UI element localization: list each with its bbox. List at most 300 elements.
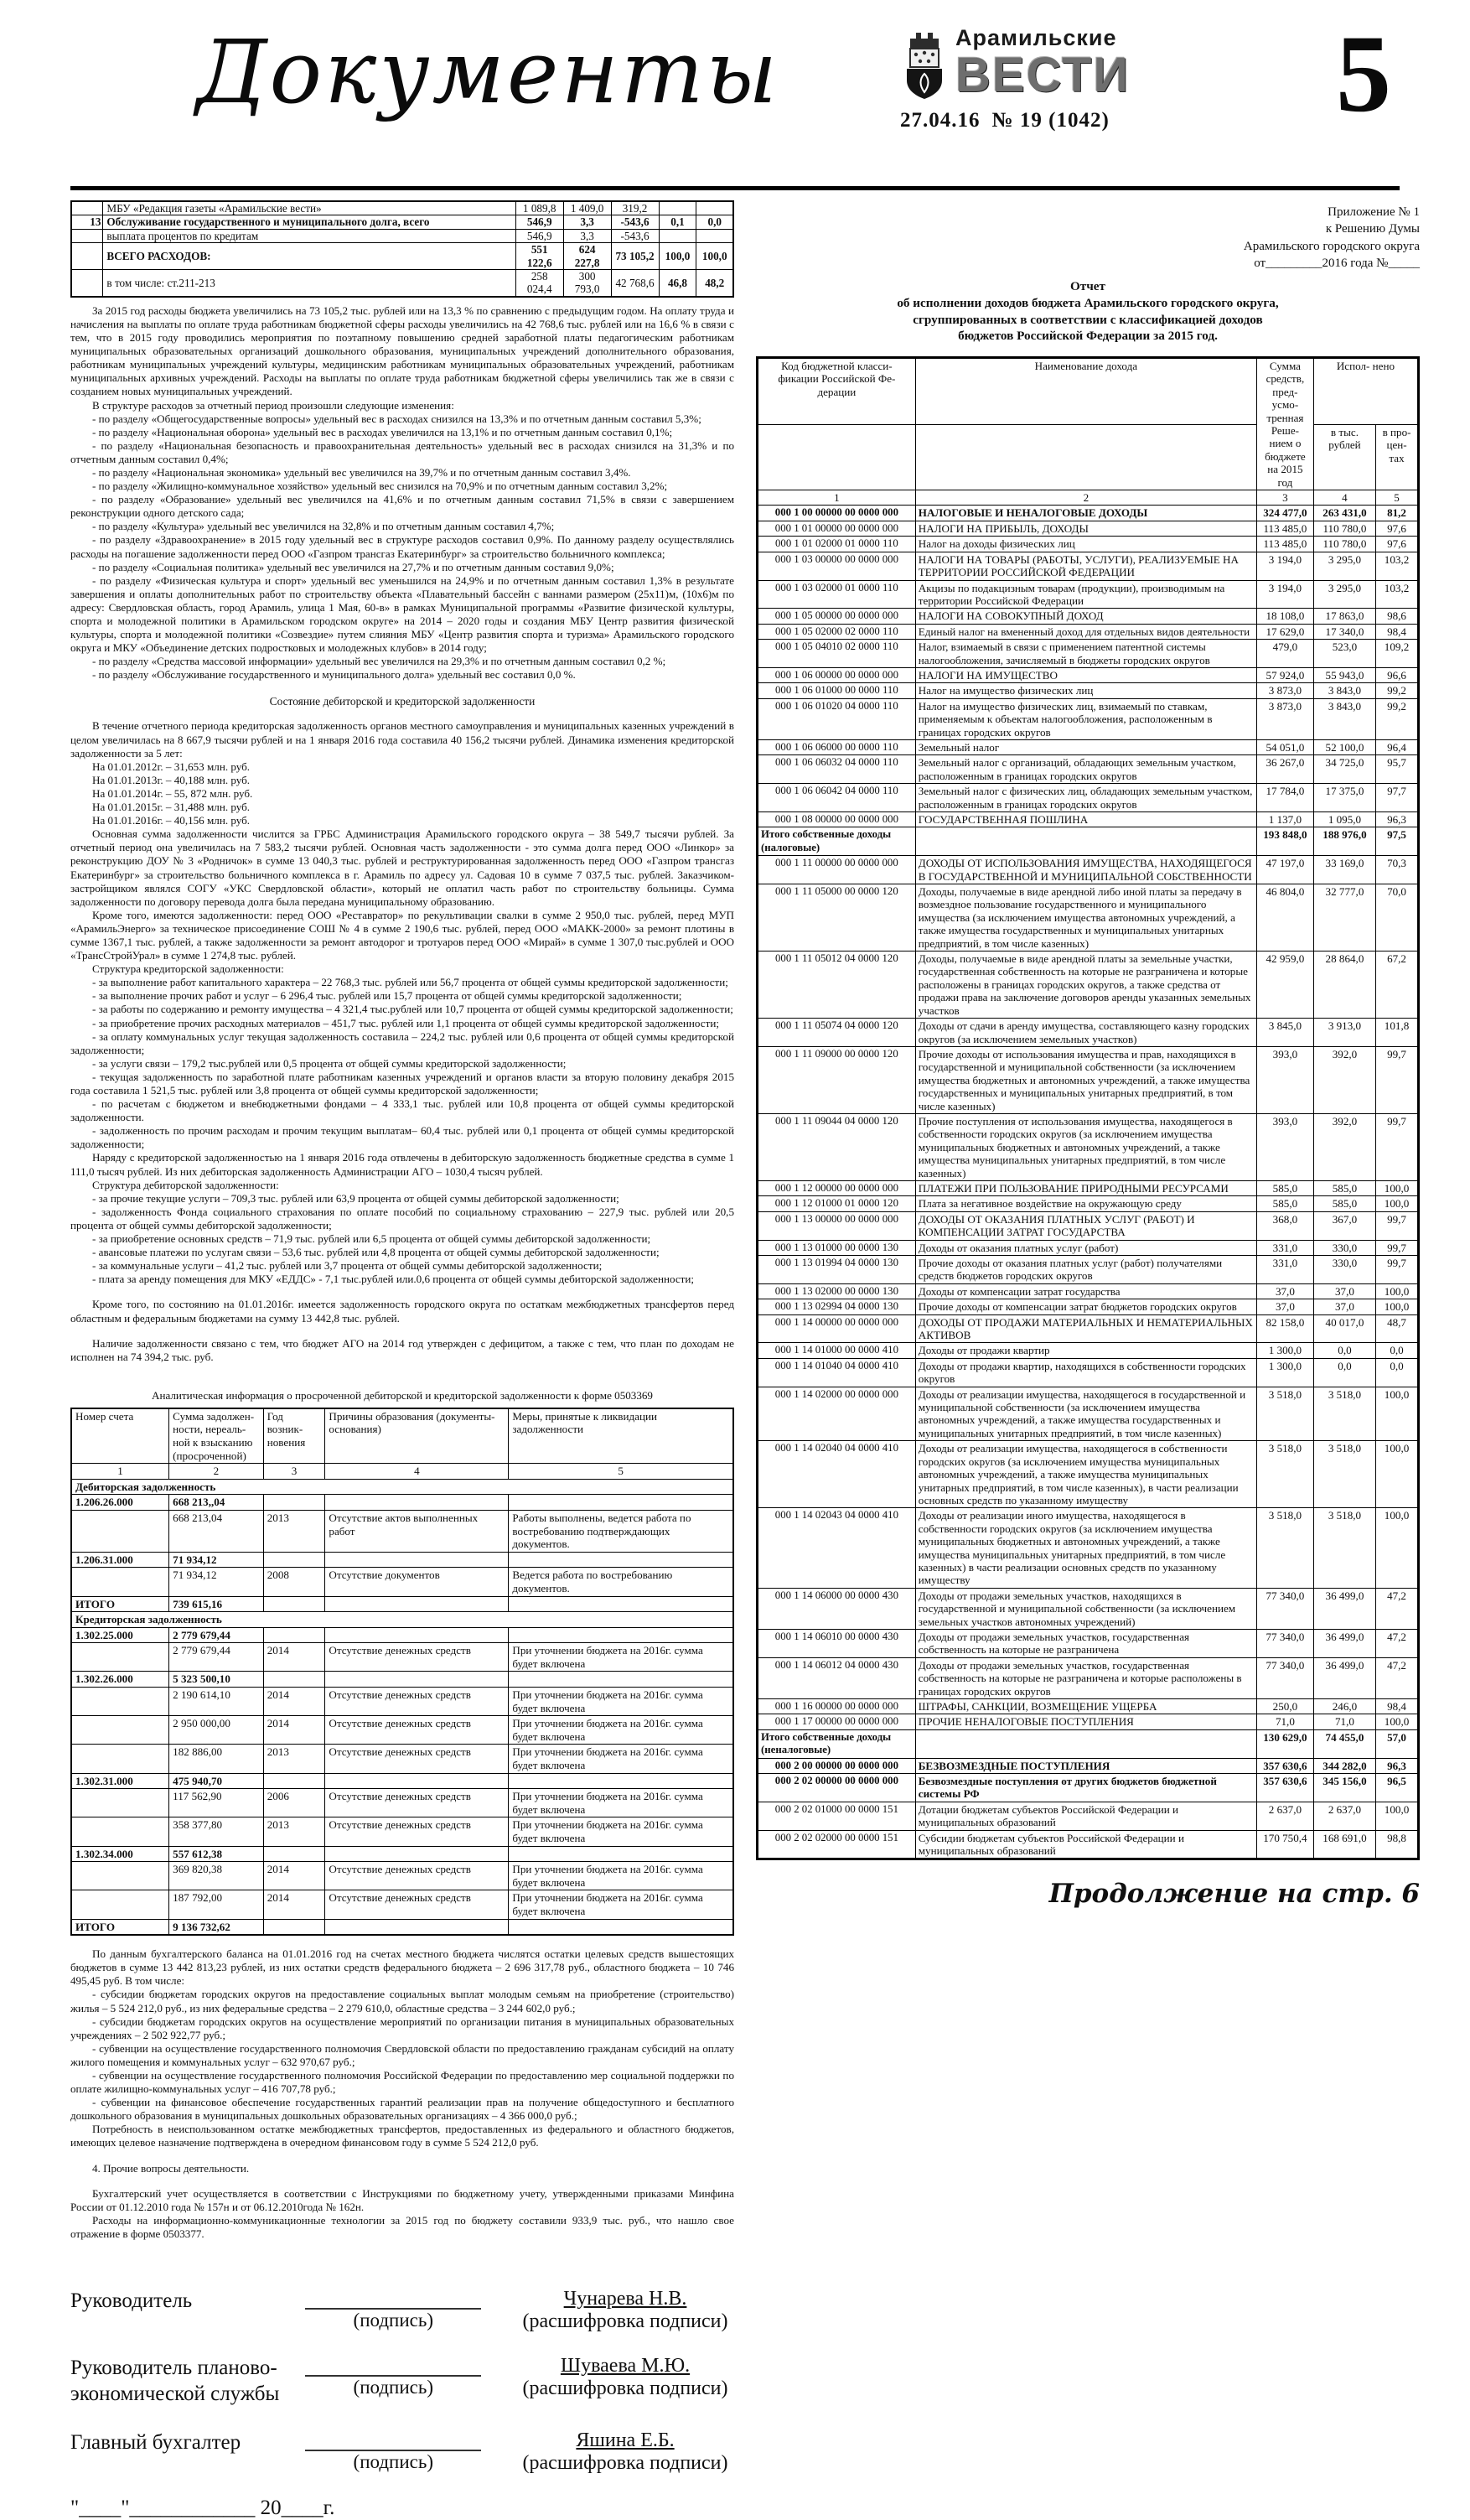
income-code: 000 1 16 00000 00 0000 000 <box>758 1699 916 1714</box>
debt-measures: Работы выполнены, ведется работа по востребованию подтверждающих документов. <box>509 1510 733 1552</box>
income-code: 000 1 14 02040 04 0000 410 <box>758 1441 916 1508</box>
income-fact: 188 976,0 <box>1313 827 1375 856</box>
paragraph: - субвенции на финансовое обеспечение государственных гарантий реализации прав на получение общедоступного и бесплатного дошкольного образования в муниципальных дошкольных образовательных организациях – 4 366 000,0 руб.; <box>70 2096 734 2123</box>
income-fact: 2 637,0 <box>1313 1802 1375 1830</box>
debt-reason <box>325 1773 509 1789</box>
income-name: ДОХОДЫ ОТ ПРОДАЖИ МАТЕРИАЛЬНЫХ И НЕМАТЕРИАЛЬНЫХ АКТИВОВ <box>915 1314 1256 1343</box>
paragraph: - по разделу «Жилищно-коммунальное хозяйство» удельный вес снизился на 70,9% и по отчетным данным составил 3,2%; <box>92 480 668 493</box>
income-name: Доходы от компенсации затрат государства <box>915 1283 1256 1299</box>
income-code: 000 1 14 06000 00 0000 430 <box>758 1588 916 1629</box>
income-name: ШТРАФЫ, САНКЦИИ, ВОЗМЕЩЕНИЕ УЩЕРБА <box>915 1699 1256 1714</box>
debt-sum: 9 136 732,62 <box>169 1919 264 1935</box>
annex-line: к Решению Думы <box>1325 222 1420 236</box>
income-name: НАЛОГИ НА СОВОКУПНЫЙ ДОХОД <box>915 609 1256 624</box>
left-column <box>70 200 734 2520</box>
income-code: 000 1 14 00000 00 0000 000 <box>758 1314 916 1343</box>
expenses-cell: -543,6 <box>611 229 659 242</box>
paragraph: На 01.01.2014г. – 55, 872 млн. руб. <box>92 786 253 800</box>
income-row <box>758 739 1419 754</box>
expenses-cell: 300 793,0 <box>563 270 611 297</box>
income-plan: 3 873,0 <box>1256 698 1313 739</box>
income-fact: 34 725,0 <box>1313 755 1375 784</box>
income-fact: 74 455,0 <box>1313 1729 1375 1758</box>
page-number: 5 <box>1336 12 1391 135</box>
income-fact: 330,0 <box>1313 1240 1375 1255</box>
paragraph: В течение отчетного периода кредиторская задолженность органов местного самоуправления и муниципальных казенных учреждений в целом увеличилась на 8 667,9 тысячи рублей и на 1 января 2016 года составила 40 156,2 тысячи рублей. Динамика изменения кредиторской задолженности за 5 лет: <box>70 719 734 760</box>
income-name: Прочие доходы от оказания платных услуг (работ) получателями средств бюджетов городских округов <box>915 1256 1256 1284</box>
paragraph: - за выполнение работ капитального характера – 22 768,3 тыс. рублей или 56,7 процента от общей суммы кредиторской задолженности; <box>92 976 728 989</box>
date-fill-line: "____"____________ 20____г. <box>70 2496 335 2519</box>
income-name: Доходы, получаемые в виде арендной либо иной платы за передачу в возмездное пользование государственного и муниципального имущества (за исключением имущества автономных учреждений, а также имущества государственных и муниципальных унитарных предприятий, в том числе казенных) <box>915 884 1256 951</box>
income-name: ДОХОДЫ ОТ ИСПОЛЬЗОВАНИЯ ИМУЩЕСТВА, НАХОДЯЩЕГОСЯ В ГОСУДАРСТВЕННОЙ И МУНИЦИПАЛЬНОЙ СОБСТВЕННОСТИ <box>915 856 1256 884</box>
income-code: 000 1 01 00000 00 0000 000 <box>758 521 916 536</box>
income-fact: 36 499,0 <box>1313 1657 1375 1698</box>
debt-reason <box>325 1919 509 1935</box>
income-code: 000 1 14 06012 04 0000 430 <box>758 1657 916 1698</box>
income-plan: 57 924,0 <box>1256 667 1313 682</box>
income-pct: 99,2 <box>1376 698 1419 739</box>
income-row <box>758 624 1419 639</box>
income-row <box>758 683 1419 698</box>
income-row <box>758 784 1419 812</box>
income-row <box>758 755 1419 784</box>
income-fact: 392,0 <box>1313 1046 1375 1113</box>
income-code: 000 1 13 02994 04 0000 130 <box>758 1299 916 1314</box>
income-code: 000 1 06 06042 04 0000 110 <box>758 784 916 812</box>
income-name: БЕЗВОЗМЕЗДНЫЕ ПОСТУПЛЕНИЯ <box>915 1758 1256 1773</box>
income-name: Плата за негативное воздействие на окружающую среду <box>915 1196 1256 1211</box>
debt-sum: 369 820,38 <box>169 1862 264 1890</box>
income-code: 000 1 06 06000 00 0000 110 <box>758 739 916 754</box>
debt-sum: 358 377,80 <box>169 1817 264 1846</box>
expenses-cell: 3,3 <box>563 215 611 229</box>
debt-row <box>71 1716 733 1745</box>
debt-account: ИТОГО <box>71 1596 169 1612</box>
income-col-executed-pct: в про- цен- тах <box>1376 424 1419 490</box>
income-row <box>758 1299 1419 1314</box>
debt-year: 2014 <box>263 1643 325 1672</box>
income-row <box>758 667 1419 682</box>
income-row <box>758 1343 1419 1358</box>
debt-reason: Отсутствие денежных средств <box>325 1643 509 1672</box>
income-code: Итого собственные доходы (налоговые) <box>758 827 916 856</box>
signature-decipher-label: (расшифровка подписи) <box>522 2377 728 2400</box>
income-pct: 100,0 <box>1376 1802 1419 1830</box>
income-code: 000 1 14 02000 00 0000 000 <box>758 1387 916 1441</box>
income-code: 000 1 11 05074 04 0000 120 <box>758 1019 916 1047</box>
signature-line <box>305 2288 481 2310</box>
masthead-divider <box>70 186 1400 190</box>
debt-reason <box>325 1846 509 1862</box>
income-pct: 96,3 <box>1376 1758 1419 1773</box>
income-plan: 3 518,0 <box>1256 1441 1313 1508</box>
income-code: 000 1 11 05000 00 0000 120 <box>758 884 916 951</box>
expenses-cell <box>696 201 733 215</box>
income-code: 000 1 00 00000 00 0000 000 <box>758 506 916 521</box>
budget-report-text-1 <box>70 304 734 682</box>
expenses-row <box>71 243 733 270</box>
expenses-row <box>71 270 733 297</box>
debt-account <box>71 1643 169 1672</box>
debt-year <box>263 1552 325 1568</box>
income-col-name-empty <box>915 424 1256 490</box>
signature-name: Шуваева М.Ю. <box>560 2355 691 2377</box>
income-pct: 81,2 <box>1376 506 1419 521</box>
income-code: 000 2 02 01000 00 0000 151 <box>758 1802 916 1830</box>
income-plan: 585,0 <box>1256 1180 1313 1195</box>
debt-reason: Отсутствие актов выполненных работ <box>325 1510 509 1552</box>
income-pct: 70,3 <box>1376 856 1419 884</box>
income-code: Итого собственные доходы (неналоговые) <box>758 1729 916 1758</box>
debt-reason: Отсутствие денежных средств <box>325 1862 509 1890</box>
income-plan: 331,0 <box>1256 1256 1313 1284</box>
debt-account: ИТОГО <box>71 1919 169 1935</box>
income-plan: 42 959,0 <box>1256 951 1313 1019</box>
colnum: 3 <box>1256 490 1313 506</box>
debt-reason: Отсутствие денежных средств <box>325 1716 509 1745</box>
income-code: 000 1 14 01040 04 0000 410 <box>758 1358 916 1387</box>
expenses-row <box>71 215 733 229</box>
income-pct: 100,0 <box>1376 1283 1419 1299</box>
income-row <box>758 640 1419 668</box>
income-fact: 52 100,0 <box>1313 739 1375 754</box>
income-pct: 98,4 <box>1376 1699 1419 1714</box>
colnum: 5 <box>509 1464 733 1480</box>
income-plan: 77 340,0 <box>1256 1629 1313 1657</box>
debt-section-label: Кредиторская задолженность <box>71 1612 733 1628</box>
income-fact: 17 863,0 <box>1313 609 1375 624</box>
debt-reason: Отсутствие денежных средств <box>325 1817 509 1846</box>
debt-row <box>71 1773 733 1789</box>
income-name: Акцизы по подакцизным товарам (продукции), производимым на территории Российской Федерации <box>915 580 1256 609</box>
income-name: ДОХОДЫ ОТ ОКАЗАНИЯ ПЛАТНЫХ УСЛУГ (РАБОТ) И КОМПЕНСАЦИИ ЗАТРАТ ГОСУДАРСТВА <box>915 1211 1256 1240</box>
expenses-cell: 0,0 <box>696 215 733 229</box>
income-plan: 1 300,0 <box>1256 1343 1313 1358</box>
income-row <box>758 1196 1419 1211</box>
expenses-cell: -543,6 <box>611 215 659 229</box>
debt-account <box>71 1862 169 1890</box>
budget-report-text-2 <box>70 719 734 1363</box>
expenses-cell: 0,1 <box>659 215 696 229</box>
expenses-cell: 258 024,4 <box>515 270 563 297</box>
paragraph: - субсидии бюджетам городских округов на осуществление мероприятий по организации питания в муниципальных образовательных учреждениях – 2 502 922,77 руб.; <box>70 2014 734 2041</box>
income-row <box>758 1729 1419 1758</box>
expenses-table-body <box>71 201 733 297</box>
income-plan: 113 485,0 <box>1256 537 1313 552</box>
colnum: 1 <box>758 490 916 506</box>
masthead <box>70 13 1400 186</box>
income-row <box>758 580 1419 609</box>
city-crest-icon <box>900 27 949 101</box>
debt-account: 1.206.26.000 <box>71 1495 169 1511</box>
income-table-head <box>758 358 1419 506</box>
debt-year <box>263 1672 325 1688</box>
debt-measures <box>509 1495 733 1511</box>
paragraph: - по разделу «Средства массовой информации» удельный вес увеличился на 29,3% и по отчетным данным составил 0,2 %; <box>92 655 666 668</box>
debt-year <box>263 1627 325 1643</box>
debt-measures <box>509 1919 733 1935</box>
paragraph: - по разделу «Образование» удельный вес увеличился на 41,6% и по отчетным данным составил 71,5% в связи с завершением реконструкции одного детского сада; <box>70 493 734 520</box>
income-plan: 37,0 <box>1256 1299 1313 1314</box>
debt-year <box>263 1846 325 1862</box>
debt-measures: При уточнении бюджета на 2016г. сумма будет включена <box>509 1890 733 1919</box>
expenses-cell <box>659 229 696 242</box>
income-fact: 37,0 <box>1313 1299 1375 1314</box>
income-name: Безвозмездные поступления от других бюджетов бюджетной системы РФ <box>915 1774 1256 1802</box>
income-pct: 98,4 <box>1376 624 1419 639</box>
income-row <box>758 1046 1419 1113</box>
income-col-name: Наименование дохода <box>915 358 1256 425</box>
debt-reason: Отсутствие денежных средств <box>325 1688 509 1716</box>
income-fact: 3 518,0 <box>1313 1508 1375 1588</box>
debt-sum: 71 934,12 <box>169 1568 264 1596</box>
income-pct: 96,6 <box>1376 667 1419 682</box>
income-pct: 47,2 <box>1376 1588 1419 1629</box>
debt-sum: 71 934,12 <box>169 1552 264 1568</box>
income-name: Субсидии бюджетам субъектов Российской Федерации и муниципальных образований <box>915 1830 1256 1859</box>
income-code: 000 1 13 01000 00 0000 130 <box>758 1240 916 1255</box>
expenses-cell <box>696 229 733 242</box>
income-row <box>758 1588 1419 1629</box>
signature-name-area <box>516 2288 734 2333</box>
debt-row <box>71 1672 733 1688</box>
annex-reference <box>756 204 1420 272</box>
income-name: Прочие доходы от компенсации затрат бюджетов городских округов <box>915 1299 1256 1314</box>
income-code: 000 1 11 09000 00 0000 120 <box>758 1046 916 1113</box>
expenses-cell: 13 <box>71 215 103 229</box>
income-table <box>756 356 1420 1860</box>
annex-line: от_________2016 года №_____ <box>1254 256 1420 270</box>
signature-label: (подпись) <box>353 2450 434 2472</box>
paragraph: - за выполнение прочих работ и услуг – 6 296,4 тыс. рублей или 15,7 процента от общей суммы кредиторской задолженности; <box>92 989 682 1003</box>
income-pct: 109,2 <box>1376 640 1419 668</box>
debt-sum: 187 792,00 <box>169 1890 264 1919</box>
income-fact: 71,0 <box>1313 1714 1375 1729</box>
income-pct: 97,7 <box>1376 784 1419 812</box>
income-row <box>758 1256 1419 1284</box>
income-fact: 55 943,0 <box>1313 667 1375 682</box>
income-plan: 77 340,0 <box>1256 1657 1313 1698</box>
colnum: 5 <box>1376 490 1419 506</box>
income-name: Доходы от продажи земельных участков, находящихся в государственной и муниципальной собственности (за исключением земельных участков автономных учреждений) <box>915 1588 1256 1629</box>
debt-year: 2013 <box>263 1745 325 1773</box>
signature-label: (подпись) <box>353 2377 434 2398</box>
income-plan: 193 848,0 <box>1256 827 1313 856</box>
income-plan: 357 630,6 <box>1256 1774 1313 1802</box>
continuation-note: Продолжение на стр. 6 <box>1048 1879 1420 1910</box>
debt-table-title: Аналитическая информация о просроченной дебиторской и кредиторской задолженности к форме 0503369 <box>152 1388 653 1402</box>
income-code: 000 1 14 01000 00 0000 410 <box>758 1343 916 1358</box>
debt-account <box>71 1890 169 1919</box>
income-name: Земельный налог с организаций, обладающих земельным участком, расположенным в границах городских округов <box>915 755 1256 784</box>
paragraph: - задолженность Фонда социального страхования по оплате пособий по социальному страхованию – 227,9 тыс. рублей или 20,5 процента от общей суммы дебиторской задолженности; <box>70 1205 734 1231</box>
income-plan: 18 108,0 <box>1256 609 1313 624</box>
debt-row <box>71 1789 733 1817</box>
debt-row <box>71 1846 733 1862</box>
debt-measures: При уточнении бюджета на 2016г. сумма будет включена <box>509 1688 733 1716</box>
debt-row <box>71 1495 733 1511</box>
debt-col-account: Номер счета <box>71 1408 169 1464</box>
debt-account <box>71 1568 169 1596</box>
income-fact: 3 913,0 <box>1313 1019 1375 1047</box>
income-fact: 0,0 <box>1313 1343 1375 1358</box>
income-fact: 36 499,0 <box>1313 1588 1375 1629</box>
income-plan: 331,0 <box>1256 1240 1313 1255</box>
debt-row <box>71 1612 733 1628</box>
income-row <box>758 1283 1419 1299</box>
paragraph: - авансовые платежи по услугам связи – 53,6 тыс. рублей или 4,8 процента от общей суммы дебиторской задолженности; <box>92 1246 660 1259</box>
paragraph: На 01.01.2012г. – 31,653 млн. руб. <box>92 760 251 773</box>
expenses-cell <box>71 201 103 215</box>
debt-row <box>71 1479 733 1495</box>
income-header-row-1 <box>758 358 1419 425</box>
expenses-cell: 1 409,0 <box>563 201 611 215</box>
debt-row <box>71 1627 733 1643</box>
debt-measures <box>509 1672 733 1688</box>
income-fact: 3 295,0 <box>1313 552 1375 580</box>
signature-label: (подпись) <box>353 2310 434 2331</box>
income-row <box>758 1714 1419 1729</box>
income-pct: 100,0 <box>1376 1714 1419 1729</box>
income-row <box>758 812 1419 827</box>
income-name <box>915 1729 1256 1758</box>
debt-measures <box>509 1773 733 1789</box>
income-row <box>758 1358 1419 1387</box>
income-row <box>758 1314 1419 1343</box>
income-pct: 97,6 <box>1376 521 1419 536</box>
income-fact: 3 843,0 <box>1313 683 1375 698</box>
newspaper-brand <box>900 27 1177 132</box>
income-name: Доходы от продажи земельных участков, государственная собственность на которые не разграничена <box>915 1629 1256 1657</box>
annex-line: Арамильского городского округа <box>1243 239 1420 253</box>
income-row <box>758 884 1419 951</box>
report-title-line: сгруппированных в соответствии с классификацией доходов <box>913 312 1263 327</box>
paragraph: - за коммунальные услуги – 41,2 тыс. рублей или 3,7 процента от общей суммы дебиторской задолженности; <box>92 1259 603 1273</box>
paragraph: - задолженность по прочим расходам и прочим текущим выплатам– 60,4 тыс. рублей или 0,1 процента от общей суммы кредиторской задолженности; <box>70 1124 734 1151</box>
income-pct: 99,7 <box>1376 1211 1419 1240</box>
signature-line-area <box>304 2429 484 2475</box>
income-code: 000 1 05 02000 02 0000 110 <box>758 624 916 639</box>
debt-table-colnum-row <box>71 1464 733 1480</box>
debt-section-heading: Состояние дебиторской и кредиторской задолженности <box>269 695 536 708</box>
debt-account <box>71 1789 169 1817</box>
paragraph: - по разделу «Национальная безопасность и правоохранительная деятельность» удельный вес в расходах снизился на 31,3% и по отчетным данным составил 0,4%; <box>70 438 734 465</box>
brand-top-label: Арамильские <box>955 25 1117 50</box>
colnum: 2 <box>169 1464 264 1480</box>
income-fact: 110 780,0 <box>1313 537 1375 552</box>
debt-reason <box>325 1627 509 1643</box>
income-code: 000 1 06 01000 00 0000 110 <box>758 683 916 698</box>
income-plan: 479,0 <box>1256 640 1313 668</box>
signature-row <box>70 2355 734 2408</box>
income-pct: 99,7 <box>1376 1046 1419 1113</box>
content-columns <box>70 200 1420 2520</box>
debt-row <box>71 1552 733 1568</box>
debt-sum: 739 615,16 <box>169 1596 264 1612</box>
debt-measures: При уточнении бюджета на 2016г. сумма будет включена <box>509 1789 733 1817</box>
debt-year <box>263 1773 325 1789</box>
debt-reason <box>325 1596 509 1612</box>
income-row <box>758 1802 1419 1830</box>
income-plan: 3 845,0 <box>1256 1019 1313 1047</box>
paragraph: - за оплату коммунальных услуг текущая задолженность составила – 224,2 тыс. рублей или 0,6 процента от общей суммы кредиторской задолженности; <box>70 1029 734 1056</box>
paragraph: На 01.01.2015г. – 31,488 млн. руб. <box>92 801 251 814</box>
income-fact: 585,0 <box>1313 1180 1375 1195</box>
issue-number: № 19 (1042) <box>991 109 1110 132</box>
signature-role: Руководитель планово-экономической службы <box>70 2357 280 2406</box>
income-fact: 3 518,0 <box>1313 1441 1375 1508</box>
debt-row <box>71 1510 733 1552</box>
income-plan: 3 194,0 <box>1256 552 1313 580</box>
expenses-cell: в том числе: ст.211-213 <box>103 270 515 297</box>
income-plan: 130 629,0 <box>1256 1729 1313 1758</box>
expenses-cell <box>71 229 103 242</box>
income-fact: 110 780,0 <box>1313 521 1375 536</box>
paragraph: В структуре расходов за отчетный период произошли следующие изменения: <box>92 398 454 412</box>
debt-sum: 2 779 679,44 <box>169 1627 264 1643</box>
income-code: 000 1 12 01000 01 0000 120 <box>758 1196 916 1211</box>
income-fact: 367,0 <box>1313 1211 1375 1240</box>
income-plan: 37,0 <box>1256 1283 1313 1299</box>
debt-year: 2013 <box>263 1510 325 1552</box>
income-colnum-row <box>758 490 1419 506</box>
debt-sum: 117 562,90 <box>169 1789 264 1817</box>
debt-measures <box>509 1552 733 1568</box>
signature-decipher-label: (расшифровка подписи) <box>522 2451 728 2474</box>
income-pct: 96,5 <box>1376 1774 1419 1802</box>
income-plan: 77 340,0 <box>1256 1588 1313 1629</box>
income-fact: 33 169,0 <box>1313 856 1375 884</box>
brand-name-label: ВЕСТИ <box>955 48 1131 102</box>
debt-row <box>71 1688 733 1716</box>
income-name: НАЛОГИ НА ТОВАРЫ (РАБОТЫ, УСЛУГИ), РЕАЛИЗУЕМЫЕ НА ТЕРРИТОРИИ РОССИЙСКОЙ ФЕДЕРАЦИИ <box>915 552 1256 580</box>
signature-line <box>305 2429 481 2451</box>
income-plan: 47 197,0 <box>1256 856 1313 884</box>
income-fact: 585,0 <box>1313 1196 1375 1211</box>
expenses-cell: 73 105,2 <box>611 243 659 270</box>
signature-block <box>70 2288 734 2475</box>
expenses-cell <box>71 270 103 297</box>
debt-measures: При уточнении бюджета на 2016г. сумма будет включена <box>509 1716 733 1745</box>
income-name: Прочие доходы от использования имущества и прав, находящихся в государственной и муниципальной собственности (за исключением имущества бюджетных и автономных учреждений, а также имущества государственных и муниципальных унитарных предприятий, в том числе казенных) <box>915 1046 1256 1113</box>
income-plan: 3 194,0 <box>1256 580 1313 609</box>
income-name: Единый налог на вмененный доход для отдельных видов деятельности <box>915 624 1256 639</box>
debt-year: 2014 <box>263 1862 325 1890</box>
income-pct: 67,2 <box>1376 951 1419 1019</box>
income-fact: 40 017,0 <box>1313 1314 1375 1343</box>
income-fact: 28 864,0 <box>1313 951 1375 1019</box>
income-name: Доходы от продажи квартир <box>915 1343 1256 1358</box>
income-code: 000 2 02 02000 00 0000 151 <box>758 1830 916 1859</box>
income-plan: 54 051,0 <box>1256 739 1313 754</box>
income-fact: 263 431,0 <box>1313 506 1375 521</box>
income-plan: 2 637,0 <box>1256 1802 1313 1830</box>
income-plan: 82 158,0 <box>1256 1314 1313 1343</box>
income-pct: 0,0 <box>1376 1358 1419 1387</box>
income-row <box>758 1774 1419 1802</box>
income-name: Доходы от реализации иного имущества, находящегося в собственности городских округов (за исключением имущества муниципальных бюджетных и автономных учреждений, а также имущества муниципальных унитарных предприятий, в том числе казенных) в части реализации основных средств по указанному имуществу <box>915 1508 1256 1588</box>
income-name: ПРОЧИЕ НЕНАЛОГОВЫЕ ПОСТУПЛЕНИЯ <box>915 1714 1256 1729</box>
debt-col-year: Год возник- новения <box>263 1408 325 1464</box>
income-header-row-2 <box>758 424 1419 490</box>
income-code: 000 1 06 06032 04 0000 110 <box>758 755 916 784</box>
income-pct: 96,4 <box>1376 739 1419 754</box>
debt-row <box>71 1643 733 1672</box>
income-row <box>758 1019 1419 1047</box>
debt-account: 1.302.34.000 <box>71 1846 169 1862</box>
paragraph: - по разделу «Национальная оборона» удельный вес в расходах увеличился на 13,1% и по отчетным данным составил 0,1%; <box>92 425 673 438</box>
income-plan: 585,0 <box>1256 1196 1313 1211</box>
